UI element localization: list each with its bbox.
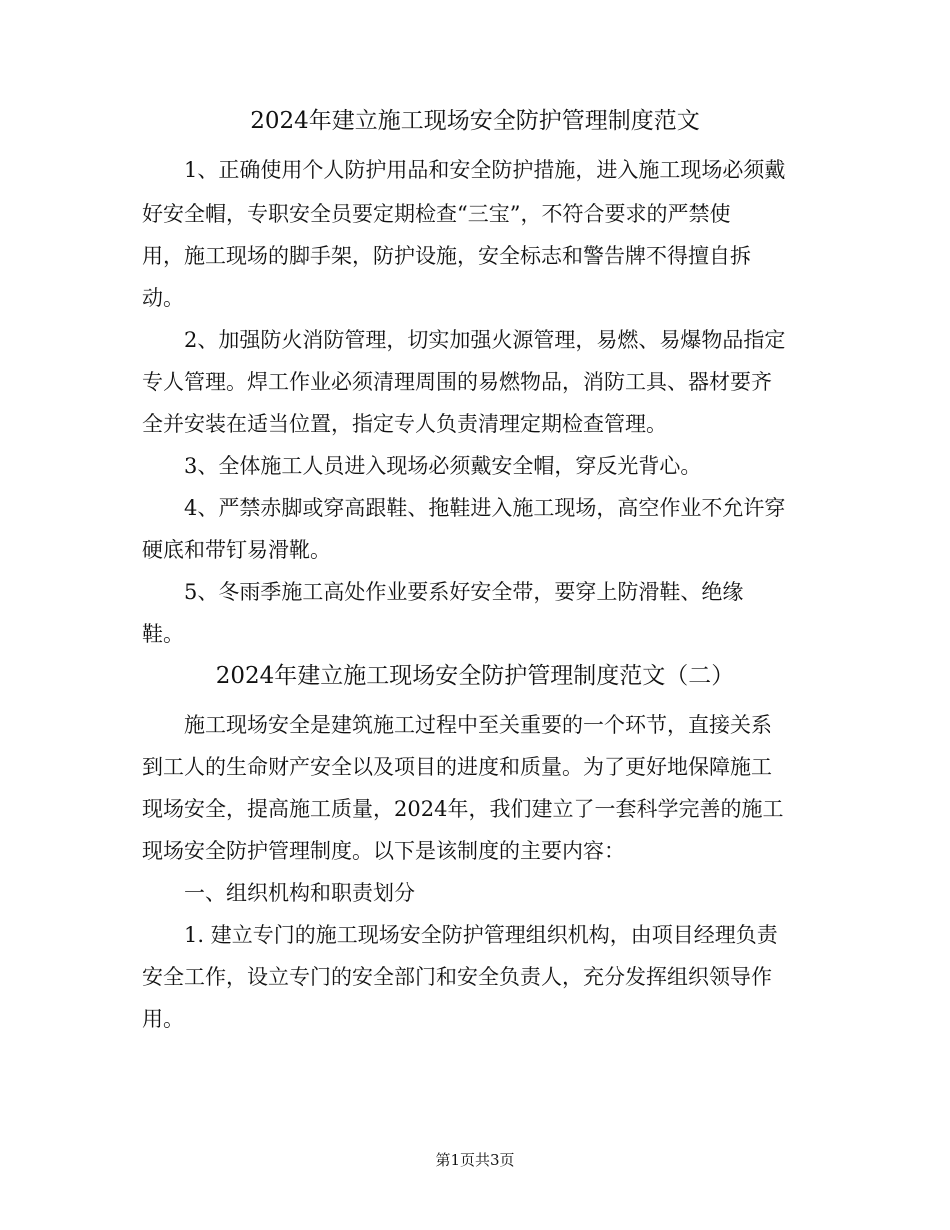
paragraph-line: 现场安全，提高施工质量，2024年，我们建立了一套科学完善的施工 [142,797,784,821]
paragraph-line: 施工现场安全是建筑施工过程中至关重要的一个环节，直接关系 [184,713,772,737]
subheading: 一、组织机构和职责划分 [184,881,415,905]
paragraph-line: 到工人的生命财产安全以及项目的进度和质量。为了更好地保障施工 [142,755,772,779]
paragraph-line: 好安全帽，专职安全员要定期检查“三宝”，不符合要求的严禁使 [142,202,731,226]
paragraph-line: 现场安全防护管理制度。以下是该制度的主要内容： [142,839,625,863]
paragraph-line: 硬底和带钉易滑靴。 [142,538,331,562]
paragraph-line: 2、加强防火消防管理，切实加强火源管理，易燃、易爆物品指定 [184,328,786,352]
paragraph-line: 全并安装在适当位置，指定专人负责清理定期检查管理。 [142,412,667,436]
paragraph-line: 1、正确使用个人防护用品和安全防护措施，进入施工现场必须戴 [184,158,786,182]
paragraph-line: 用。 [142,1007,184,1031]
document-title: 2024年建立施工现场安全防护管理制度范文 [250,108,700,134]
paragraph-line: 鞋。 [142,622,184,646]
paragraph-line: 4、严禁赤脚或穿高跟鞋、拖鞋进入施工现场，高空作业不允许穿 [184,496,786,520]
paragraph-line: 1. 建立专门的施工现场安全防护管理组织机构，由项目经理负责 [184,923,778,947]
section-title: 2024年建立施工现场安全防护管理制度范文（二） [215,663,735,689]
paragraph-line: 用，施工现场的脚手架，防护设施，安全标志和警告牌不得擅自拆 [142,244,751,268]
paragraph-line: 专人管理。焊工作业必须清理周围的易燃物品，消防工具、器材要齐 [142,370,772,394]
paragraph-line: 3、全体施工人员进入现场必须戴安全帽，穿反光背心。 [184,454,702,478]
paragraph-line: 安全工作，设立专门的安全部门和安全负责人，充分发挥组织领导作 [142,965,772,989]
paragraph-line: 5、冬雨季施工高处作业要系好安全带，要穿上防滑鞋、绝缘 [184,580,744,604]
paragraph-line: 动。 [142,286,184,310]
page-number-footer: 第1页共3页 [435,1151,515,1169]
